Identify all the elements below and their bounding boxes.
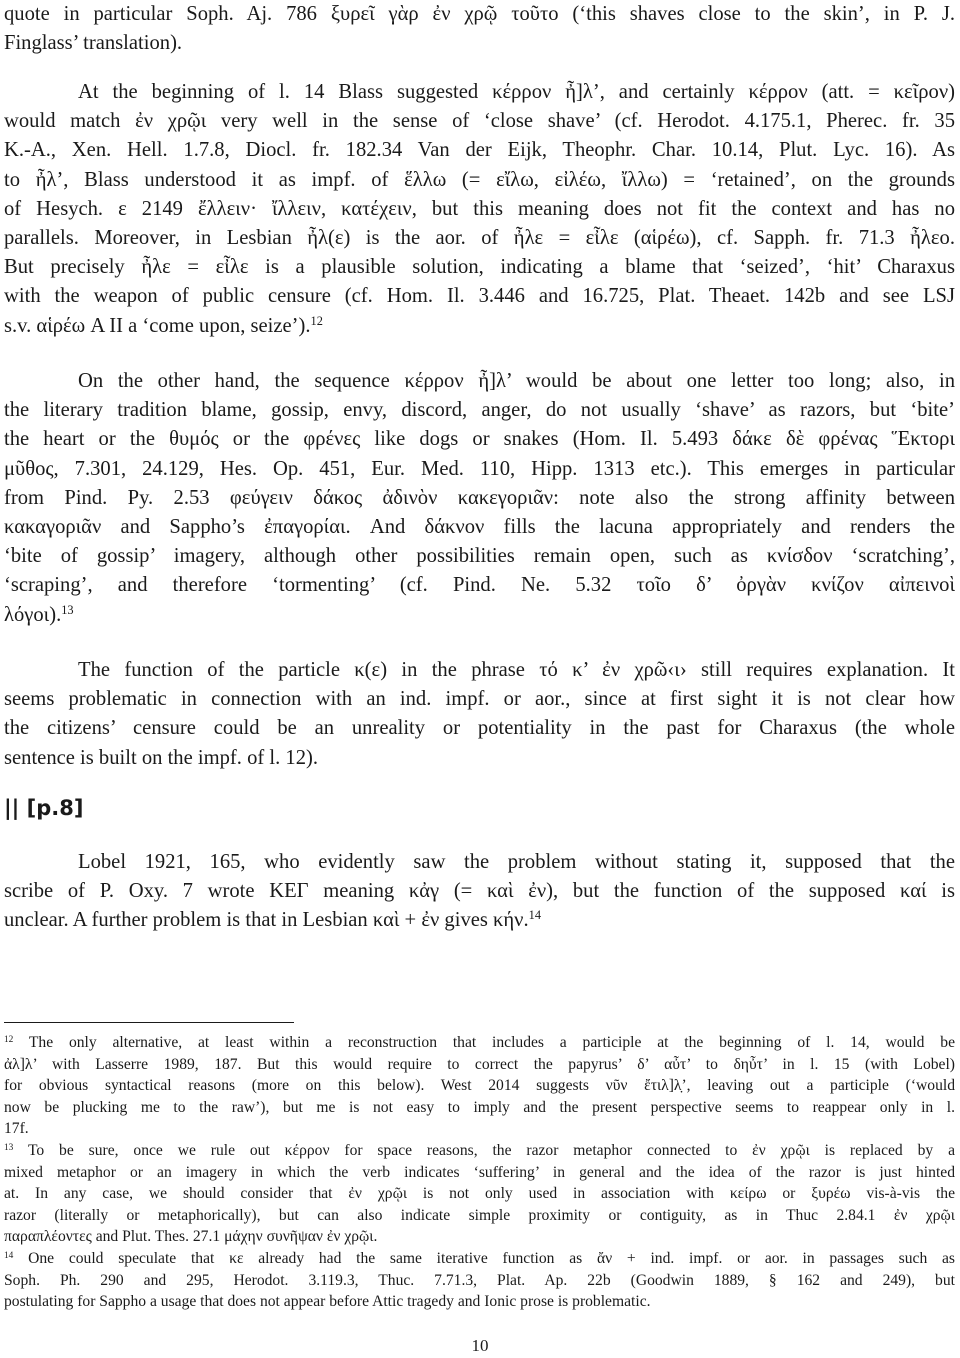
text-line: [4, 906, 955, 935]
footnote-text: One could speculate that κε already had the same iterative function as ἄν + ind. impf. or aor. in passages such as: [28, 1250, 955, 1267]
paragraph-top: [4, 0, 955, 58]
text-line-content: s.v. αἱρέω A II a ‘come upon, seize’).: [4, 314, 311, 337]
footnote-number: 13: [4, 1142, 14, 1153]
text-line: from Pind. Py. 2.53 φεύγειν δάκος ἀδινὸν κακεγοριᾶν: note also the strong affinity between: [4, 486, 955, 509]
paragraph-lobel: [4, 848, 955, 936]
footnote-line: [4, 1032, 955, 1054]
footnote-14: [4, 1248, 955, 1313]
text-line: sentence is built on the impf. of l. 12).: [4, 746, 318, 769]
footnote-line: razor (literally or metaphorically), but can also indicate simple proximity or contiguity, as in Thuc 2.84.1 ἐν χρῷι: [4, 1206, 955, 1224]
footnote-line: now be plucking me to the raw’), but me is not easy to imply and the present perspective seems to reappear only in l.: [4, 1098, 955, 1116]
text-line: On the other hand, the sequence κέρρον ἦ]λ’ would be about one letter too long; also, in: [78, 370, 955, 392]
footnote-line: mixed metaphor or an imagery in which the verb indicates ‘suffering’ in general and the idea of the razor is just hinted: [4, 1163, 955, 1181]
footnote-12: [4, 1032, 955, 1140]
text-line: with the weapon of public censure (cf. Hom. Il. 3.446 and 16.725, Plat. Theaet. 142b and see LSJ: [4, 285, 955, 308]
text-line: But precisely ἦλε = εἶλε is a plausible solution, indicating a blame that ‘seized’, ‘hit’ Charaxus: [4, 256, 955, 279]
footnote-number: 12: [4, 1034, 14, 1045]
footnote-line: ἀλ]λ’ with Lasserre 1989, 187. But this would require to correct the papyrus’ δ’ αὖτ’ to δηὖτ’ in l. 15 (with Lobel): [4, 1055, 955, 1073]
text-line: κακαγοριᾶν and Sappho’s ἐπαγορίαι. And δάκνον fills the lacuna appropriately and renders the: [4, 515, 955, 538]
text-line: parallels. Moreover, in Lesbian ἦλ(ε) is the aor. of ἦλε = εἶλε (αἱρέω), cf. Sapph. fr. 71.3 ἦλεο.: [4, 226, 955, 249]
footnote-ref-13[interactable]: 13: [61, 602, 74, 617]
text-line: ‘scraping’, and therefore ‘tormenting’ (cf. Pind. Ne. 5.32 τοῖο δ’ ὀργὰν κνίζον αἰπεινοὶ: [4, 574, 955, 597]
text-line: K.-A., Xen. Hell. 1.7.8, Diocl. fr. 182.34 Van der Eijk, Theophr. Char. 10.14, Plut. Lyc. 16). As: [4, 139, 955, 162]
footnote-ref-14[interactable]: 14: [528, 908, 542, 923]
text-line: would match ἐν χρῷι very well in the sense of ‘close shave’ (cf. Herodot. 4.175.1, Pherec. fr. 35: [4, 110, 955, 133]
text-line: scribe of P. Oxy. 7 wrote ΚΕΓ meaning κἀγ (= καὶ ἐν), but the function of the supposed καί is: [4, 880, 955, 903]
paragraph-blass: [4, 78, 955, 341]
footnote-text: To be sure, once we rule out κέρρον for space reasons, the razor metaphor connected to ἐν χρῷι is replaced by a: [27, 1142, 955, 1159]
footnote-line: [4, 1140, 955, 1162]
text-line-content: unclear. A further problem is that in Lesbian καὶ + ἐν gives κήν.: [4, 909, 529, 932]
footnote-separator: [4, 1022, 294, 1023]
text-line: At the beginning of l. 14 Blass suggested κέρρον ἦ]λ’, and certainly κέρρον (att. = κεῖρον): [78, 81, 955, 103]
footnote-ref-12[interactable]: 12: [310, 313, 323, 328]
footnote-line: παραπλέοντες and Plut. Thes. 27.1 μάχην συνῆψαν ἐν χρῷι.: [4, 1228, 378, 1245]
text-line: [4, 601, 955, 630]
footnote-number: 14: [4, 1250, 14, 1261]
text-line: seems problematic in connection with an ind. impf. or aor., since at first sight it is not clear how: [4, 688, 955, 711]
text-line: μῦθος, 7.301, 24.129, Hes. Op. 451, Eur. Med. 110, Hipp. 1313 etc.). This emerges in particular: [4, 457, 955, 480]
footnote-line: at. In any case, we should consider that ἐν χρῷι is not only used in association with κείρω or ξυρέω vis-à-vis the: [4, 1185, 955, 1202]
page-marker: || [p.8]: [4, 796, 84, 820]
footnote-line: [4, 1248, 955, 1270]
text-line: The function of the particle κ(ε) in the phrase τό κ’ ἐν χρῶ‹ι› still requires explanation. It: [78, 659, 955, 681]
text-line: the citizens’ censure could be an unreality or potentiality in the past for Charaxus (the whole: [4, 717, 955, 740]
footnote-line: 17f.: [4, 1120, 29, 1137]
footnote-13: [4, 1140, 955, 1248]
page-number: 10: [471, 1336, 489, 1355]
footnote-text: The only alternative, at least within a reconstruction that includes a participle at the beginning of l. 14, would be: [28, 1034, 955, 1051]
text-line: to ἦλ’, Blass understood it as impf. of ἕλλω (= εἴλω, εἰλέω, ἴλλω) = ‘retained’, on the grounds: [4, 168, 955, 191]
paragraph-sequence: [4, 367, 955, 630]
footnote-line: postulating for Sappho a usage that does not appear before Attic tragedy and Ionic prose is problematic.: [4, 1293, 651, 1310]
text-line: the heart or the θυμός or the φρένες like dogs or snakes (Hom. Il. 5.493 δάκε δὲ φρένας Ἕκτορι: [4, 428, 955, 451]
footnote-line: Soph. Ph. 290 and 295, Herodot. 3.119.3, Thuc. 7.71.3, Plat. Ap. 22b (Goodwin 1889, § 162 and 249), but: [4, 1271, 955, 1289]
text-line: the literary tradition blame, gossip, envy, discord, anger, do not usually ‘shave’ as razors, but ‘bite’: [4, 399, 955, 422]
text-line: Finglass’ translation).: [4, 32, 183, 55]
text-line: quote in particular Soph. Aj. 786 ξυρεῖ γὰρ ἐν χρῷ τοῦτο (‘this shaves close to the skin’, in P. J.: [4, 3, 955, 25]
text-line: of Hesych. ε 2149 ἔλλειν· ἴλλειν, κατέχειν, but this meaning does not fit the context and has no: [4, 197, 955, 220]
footnote-line: for obvious syntactical reasons (more on this below). West 2014 suggests νῦν ἔτιλ]λ̣’, leaving out a participle (‘would: [4, 1077, 955, 1094]
text-line-content: λόγοι).: [4, 603, 62, 626]
text-line: ‘bite of gossip’ imagery, although other possibilities remain open, such as κνίσδον ‘scratching’,: [4, 545, 955, 568]
text-line: Lobel 1921, 165, who evidently saw the problem without stating it, supposed that the: [78, 851, 955, 873]
paragraph-particle: [4, 656, 955, 773]
text-line: [4, 312, 955, 341]
